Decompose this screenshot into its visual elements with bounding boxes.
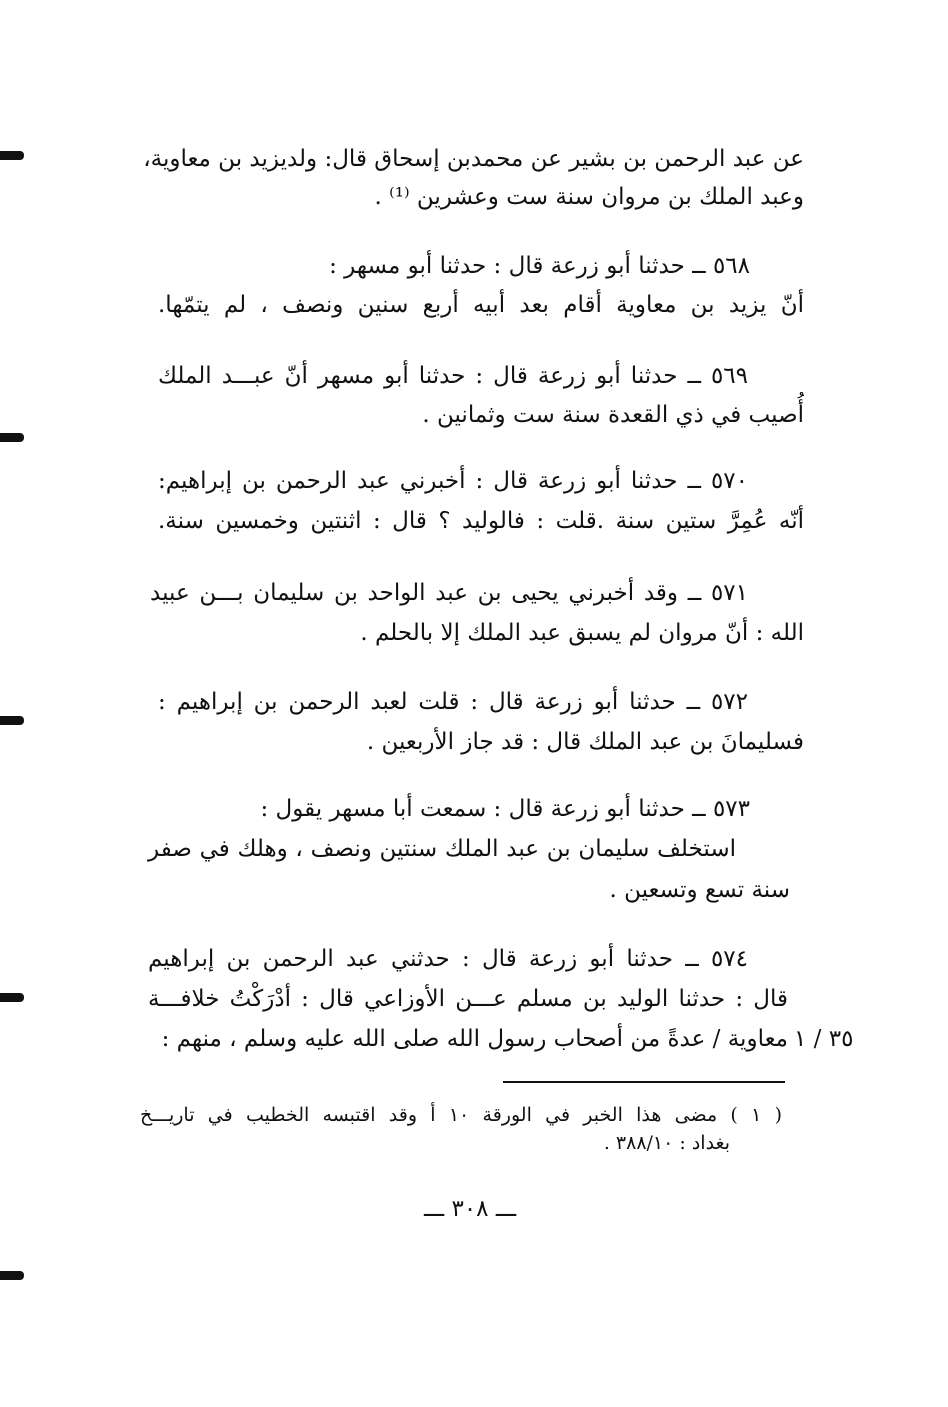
- entry-573-line: سنة تسع وتسعين .: [609, 877, 790, 903]
- entry-572-line: ٥٧٢ ــ حدثنا أبو زرعة قال : قلت لعبد الرحمن بن إبراهيم :: [158, 689, 748, 715]
- intro-line: وعبد الملك بن مروان سنة ست وعشرين ⁽¹⁾ .: [374, 184, 804, 210]
- entry-569-line: ٥٦٩ ــ حدثنا أبو زرعة قال : حدثنا أبو مسهر أنّ عبـــد الملك: [158, 363, 748, 389]
- footnote-line: ( ١ ) مضى هذا الخبر في الورقة ١٠ أ وقد اقتبسه الخطيب في تاريـــخ: [140, 1104, 783, 1126]
- entry-570-line: أنّه عُمِرَّ ستين سنة .قلت : فالوليد ؟ قال : اثنتين وخمسين سنة.: [158, 508, 804, 534]
- binding-mark: [0, 151, 24, 160]
- entry-569-line: أُصيب في ذي القعدة سنة ست وثمانين .: [422, 402, 804, 428]
- entry-568-line: أنّ يزيد بن معاوية أقام بعد أبيه أربع سنين ونصف ، لم يتمّها.: [158, 292, 804, 318]
- entry-574-line: معاوية / عدةً من أصحاب رسول الله صلى الله عليه وسلم ، منهم :: [161, 1026, 788, 1052]
- manuscript-folio-ref: ٣٥ / ١: [794, 1026, 854, 1052]
- entry-571-line: ٥٧١ ــ وقد أخبرني يحيى بن عبد الواحد بن سليمان بـــن عبيد: [150, 580, 748, 606]
- page-number: ـــ ٣٠٨ ـــ: [423, 1196, 517, 1222]
- entry-570-line: ٥٧٠ ــ حدثنا أبو زرعة قال : أخبرني عبد الرحمن بن إبراهيم:: [158, 468, 748, 494]
- binding-mark: [0, 993, 24, 1002]
- binding-mark: [0, 1271, 24, 1280]
- binding-mark: [0, 433, 24, 442]
- entry-573-line: استخلف سليمان بن عبد الملك سنتين ونصف ، وهلك في صفر: [148, 836, 736, 862]
- footnote-rule: [503, 1081, 785, 1083]
- entry-568-line: ٥٦٨ ــ حدثنا أبو زرعة قال : حدثنا أبو مسهر :: [329, 253, 750, 279]
- entry-573-line: ٥٧٣ ــ حدثنا أبو زرعة قال : سمعت أبا مسهر يقول :: [260, 796, 750, 822]
- entry-574-line: قال : حدثنا الوليد بن مسلم عـــن الأوزاعي قال : أدْرَكْتُ خلافـــة: [148, 986, 788, 1012]
- binding-mark: [0, 716, 24, 725]
- entry-572-line: فسليمانَ بن عبد الملك قال : قد جاز الأربعين .: [366, 729, 804, 755]
- entry-574-line: ٥٧٤ ــ حدثنا أبو زرعة قال : حدثني عبد الرحمن بن إبراهيم: [148, 946, 748, 972]
- intro-line: عن عبد الرحمن بن بشير عن محمدبن إسحاق قال: ولديزيد بن معاوية،: [143, 146, 804, 172]
- entry-571-line: الله : أنّ مروان لم يسبق عبد الملك إلا بالحلم .: [360, 620, 804, 646]
- footnote-line: بغداد : ٣٨٨/١٠ .: [603, 1132, 730, 1154]
